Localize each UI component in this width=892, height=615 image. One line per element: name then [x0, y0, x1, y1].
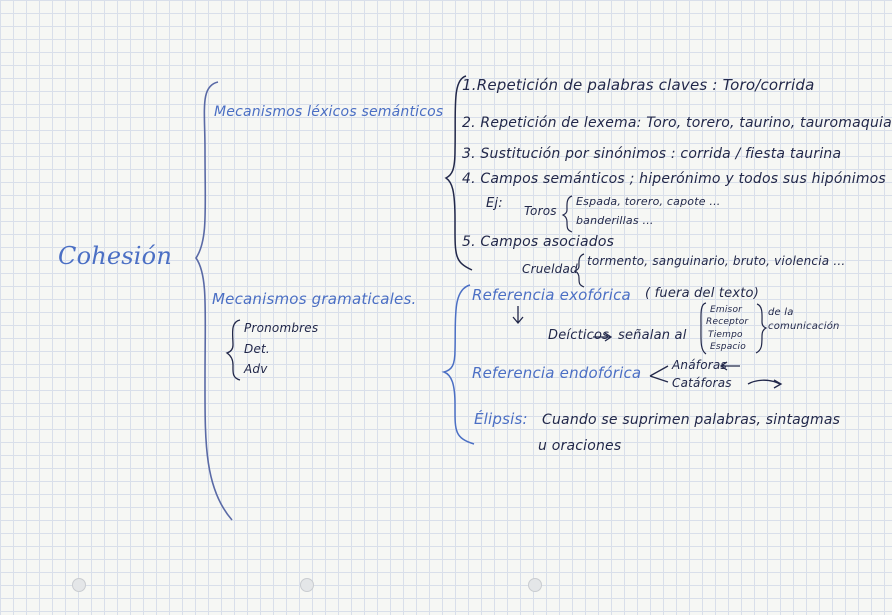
- perforation-hole: [300, 578, 314, 592]
- down-arrow: [513, 306, 523, 323]
- anaforas-label: Anáforas: [672, 358, 727, 372]
- pronombres-brace: [227, 320, 240, 380]
- lexical-heading: Mecanismos léxicos semánticos: [214, 104, 444, 120]
- perforation-hole: [528, 578, 542, 592]
- assoc-list: tormento, sanguinario, bruto, violencia ...: [587, 254, 846, 268]
- cataforas-arrow: [748, 380, 781, 388]
- root-topic: Cohesión: [58, 242, 172, 270]
- endophoric-fork: [650, 366, 668, 382]
- example-word: Toros: [524, 204, 557, 218]
- elipsis-text-2: u oraciones: [538, 438, 622, 454]
- lexical-item-3: 3. Sustitución por sinónimos : corrida / fiesta taurina: [462, 146, 842, 162]
- exophoric-note: ( fuera del texto): [645, 286, 759, 301]
- grammatical-item-det: Det.: [244, 342, 270, 356]
- toros-brace: [563, 196, 572, 232]
- comm-tiempo: Tiempo: [708, 330, 743, 340]
- exophoric-reference: Referencia exofórica: [472, 286, 631, 304]
- comm-espacio: Espacio: [710, 342, 746, 352]
- grammatical-item-pronombres: Pronombres: [244, 321, 319, 335]
- comm-label: de la comunicación: [768, 307, 840, 332]
- communication-close-brace: [756, 304, 766, 353]
- grammatical-heading: Mecanismos gramaticales.: [212, 290, 417, 308]
- assoc-word: Crueldad: [522, 262, 578, 276]
- grammatical-brace: [444, 285, 474, 444]
- example-line-2: banderillas ...: [576, 214, 654, 227]
- comm-emisor: Emisor: [710, 305, 743, 315]
- perforation-hole: [72, 578, 86, 592]
- lexical-item-5: 5. Campos asociados: [462, 234, 615, 250]
- communication-bracket: [701, 303, 706, 354]
- example-label: Ej:: [486, 196, 503, 211]
- deicticos-label: Deícticos: [548, 328, 610, 343]
- elipsis-label: Élipsis:: [474, 410, 528, 428]
- lexical-item-1: 1.Repetición de palabras claves : Toro/corrida: [462, 76, 815, 94]
- comm-receptor: Receptor: [706, 317, 749, 327]
- example-line-1: Espada, torero, capote ...: [576, 195, 721, 208]
- elipsis-text-1: Cuando se suprimen palabras, sintagmas: [542, 412, 841, 428]
- lexical-item-2: 2. Repetición de lexema: Toro, torero, taurino, tauromaquia: [462, 115, 892, 131]
- senalan-label: señalan al: [618, 328, 687, 343]
- grammatical-item-adv: Adv: [244, 362, 268, 376]
- endophoric-reference: Referencia endofórica: [472, 364, 642, 382]
- lexical-item-4: 4. Campos semánticos ; hiperónimo y todos sus hipónimos: [462, 171, 886, 187]
- cataforas-label: Catáforas: [672, 376, 732, 390]
